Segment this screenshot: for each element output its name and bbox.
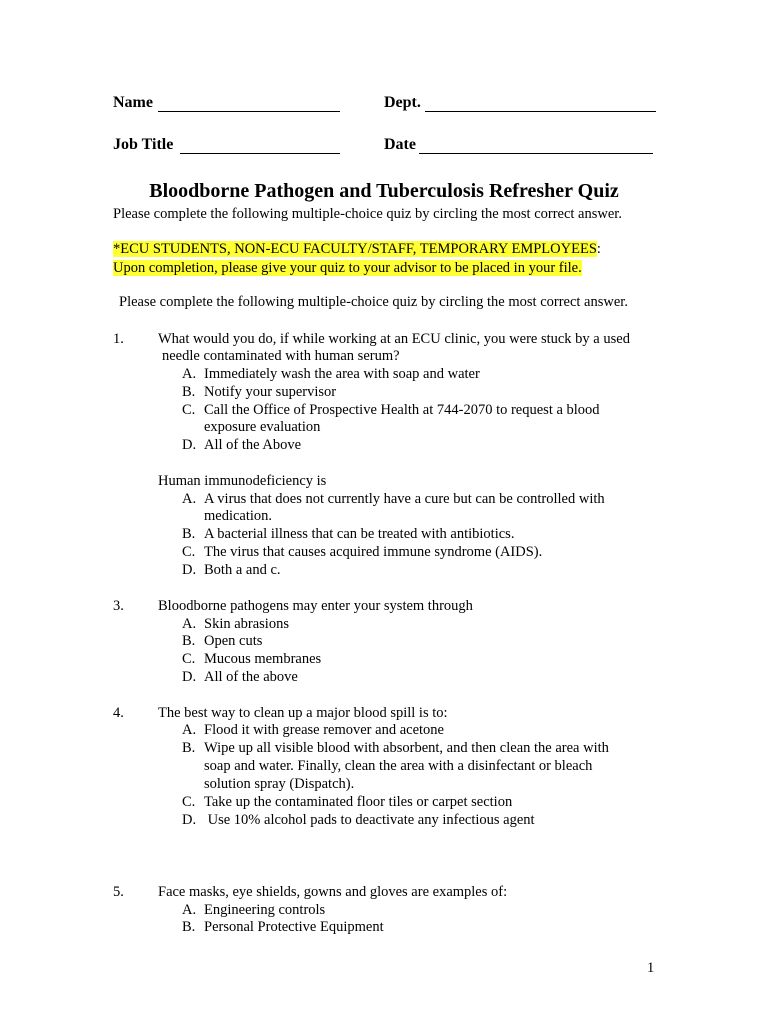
dept-label: Dept.	[384, 94, 421, 111]
question-text: Bloodborne pathogens may enter your system through	[158, 598, 473, 614]
option-letter[interactable]: A.	[182, 722, 197, 738]
option-text[interactable]: A virus that does not currently have a cure but can be controlled with	[204, 491, 605, 507]
name-field[interactable]	[158, 111, 340, 112]
option-text[interactable]: Skin abrasions	[204, 616, 289, 632]
option-text[interactable]: All of the above	[204, 669, 298, 685]
option-text[interactable]: Both a and c.	[204, 562, 281, 578]
option-letter[interactable]: B.	[182, 526, 196, 542]
option-letter[interactable]: A.	[182, 902, 197, 918]
option-letter[interactable]: D.	[182, 812, 197, 828]
option-letter[interactable]: D.	[182, 437, 197, 453]
option-letter[interactable]: B.	[182, 384, 196, 400]
name-label: Name	[113, 94, 153, 111]
question-text: Face masks, eye shields, gowns and gloves are examples of:	[158, 884, 508, 900]
option-letter[interactable]: C.	[182, 794, 196, 810]
option-text-cont[interactable]: exposure evaluation	[204, 419, 321, 435]
option-text-cont[interactable]: medication.	[204, 508, 273, 524]
job-title-label: Job Title	[113, 136, 174, 153]
question-text-cont: needle contaminated with human serum?	[162, 348, 400, 364]
option-letter[interactable]: B.	[182, 633, 196, 649]
option-text[interactable]: Use 10% alcohol pads to deactivate any infectious agent	[204, 812, 535, 828]
option-text[interactable]: Notify your supervisor	[204, 384, 337, 400]
question-number: 1.	[113, 331, 124, 347]
option-text[interactable]: Take up the contaminated floor tiles or carpet section	[204, 794, 513, 810]
date-label: Date	[384, 136, 416, 153]
option-letter[interactable]: A.	[182, 616, 197, 632]
quiz-title: Bloodborne Pathogen and Tuberculosis Refresher Quiz	[149, 180, 619, 202]
notice-heading: ECU STUDENTS, NON-ECU FACULTY/STAFF, TEMPORARY EMPLOYEES	[120, 241, 597, 257]
notice-heading-line	[113, 240, 601, 258]
option-letter[interactable]: A.	[182, 491, 197, 507]
option-text[interactable]: A bacterial illness that can be treated with antibiotics.	[204, 526, 515, 542]
question-text: What would you do, if while working at an ECU clinic, you were stuck by a used	[158, 331, 630, 347]
option-text[interactable]: The virus that causes acquired immune syndrome (AIDS).	[204, 544, 543, 560]
option-letter[interactable]: B.	[182, 919, 196, 935]
question-text: The best way to clean up a major blood spill is to:	[158, 705, 448, 721]
option-text[interactable]: Flood it with grease remover and acetone	[204, 722, 444, 738]
question-text: Human immunodeficiency is	[158, 473, 327, 489]
question-number: 5.	[113, 884, 124, 900]
job-title-field[interactable]	[180, 153, 340, 154]
option-text[interactable]: Engineering controls	[204, 902, 326, 918]
instructions-repeat: Please complete the following multiple-choice quiz by circling the most correct answer.	[119, 294, 628, 310]
option-text-cont[interactable]: soap and water. Finally, clean the area with a disinfectant or bleach	[204, 758, 593, 774]
option-text[interactable]: Mucous membranes	[204, 651, 322, 667]
option-letter[interactable]: C.	[182, 402, 196, 418]
option-text[interactable]: Personal Protective Equipment	[204, 919, 384, 935]
option-letter[interactable]: D.	[182, 669, 197, 685]
option-text[interactable]: Call the Office of Prospective Health at 744-2070 to request a blood	[204, 402, 600, 418]
page-number: 1	[647, 960, 655, 976]
option-text[interactable]: Wipe up all visible blood with absorbent, and then clean the area with	[204, 740, 609, 756]
notice-body: Upon completion, please give your quiz to your advisor to be placed in your file.	[113, 260, 582, 276]
option-letter[interactable]: D.	[182, 562, 197, 578]
option-text[interactable]: All of the Above	[204, 437, 302, 453]
date-field[interactable]	[419, 153, 653, 154]
option-text-cont[interactable]: solution spray (Dispatch).	[204, 776, 355, 792]
notice-star: *	[113, 241, 121, 257]
question-number: 4.	[113, 705, 124, 721]
question-number: 3.	[113, 598, 124, 614]
option-letter[interactable]: B.	[182, 740, 196, 756]
option-text[interactable]: Immediately wash the area with soap and water	[204, 366, 480, 382]
option-text[interactable]: Open cuts	[204, 633, 263, 649]
notice-colon: :	[596, 241, 601, 257]
dept-field[interactable]	[425, 111, 656, 112]
option-letter[interactable]: A.	[182, 366, 197, 382]
option-letter[interactable]: C.	[182, 544, 196, 560]
instructions: Please complete the following multiple-choice quiz by circling the most correct answer.	[113, 206, 622, 222]
option-letter[interactable]: C.	[182, 651, 196, 667]
